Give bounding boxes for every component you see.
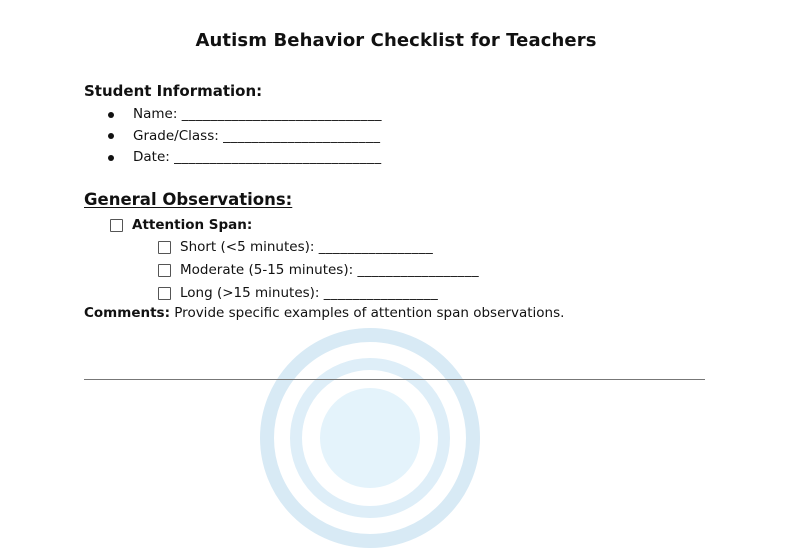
attention-span-label: Attention Span: — [132, 217, 253, 233]
moderate-option-label: Moderate (5-15 minutes): — [180, 262, 354, 278]
comments-line — [84, 305, 564, 321]
watermark-middle-ring — [290, 358, 450, 518]
date-field-label: Date: — [133, 149, 170, 165]
moderate-checkbox[interactable] — [158, 264, 171, 277]
grade-class-field[interactable] — [108, 126, 382, 148]
date-field[interactable] — [108, 147, 382, 169]
comments-text: Provide specific examples of attention span observations. — [174, 305, 565, 321]
long-option-blank[interactable]: ________________ — [323, 285, 439, 301]
date-field-blank[interactable]: _____________________________ — [174, 149, 382, 165]
bullet-icon — [108, 155, 114, 161]
short-option-label: Short (<5 minutes): — [180, 239, 315, 255]
comments-answer-line[interactable] — [84, 379, 705, 380]
attention-span-short-option[interactable] — [158, 239, 433, 255]
document-title: Autism Behavior Checklist for Teachers — [195, 30, 597, 51]
general-observations-heading: General Observations: — [84, 190, 293, 209]
short-option-blank[interactable]: ________________ — [318, 239, 434, 255]
attention-span-moderate-option[interactable] — [158, 262, 479, 278]
student-information-list — [108, 104, 382, 169]
short-checkbox[interactable] — [158, 241, 171, 254]
name-field-blank[interactable]: ____________________________ — [181, 106, 382, 122]
attention-span-checkbox[interactable] — [110, 219, 123, 232]
student-information-heading: Student Information: — [84, 82, 263, 100]
name-field-label: Name: — [133, 106, 178, 122]
grade-class-field-blank[interactable]: ______________________ — [223, 127, 381, 144]
bullet-icon — [108, 133, 114, 139]
attention-span-long-option[interactable] — [158, 285, 438, 301]
grade-class-field-label: Grade/Class: — [133, 127, 219, 144]
bullet-icon — [108, 112, 114, 118]
watermark-outer-ring — [260, 328, 480, 548]
attention-span-item[interactable] — [110, 217, 252, 233]
name-field[interactable] — [108, 104, 382, 126]
watermark-inner-circle — [320, 388, 420, 488]
long-option-label: Long (>15 minutes): — [180, 285, 320, 301]
comments-label: Comments: — [84, 305, 170, 321]
moderate-option-blank[interactable]: _________________ — [357, 262, 480, 278]
long-checkbox[interactable] — [158, 287, 171, 300]
